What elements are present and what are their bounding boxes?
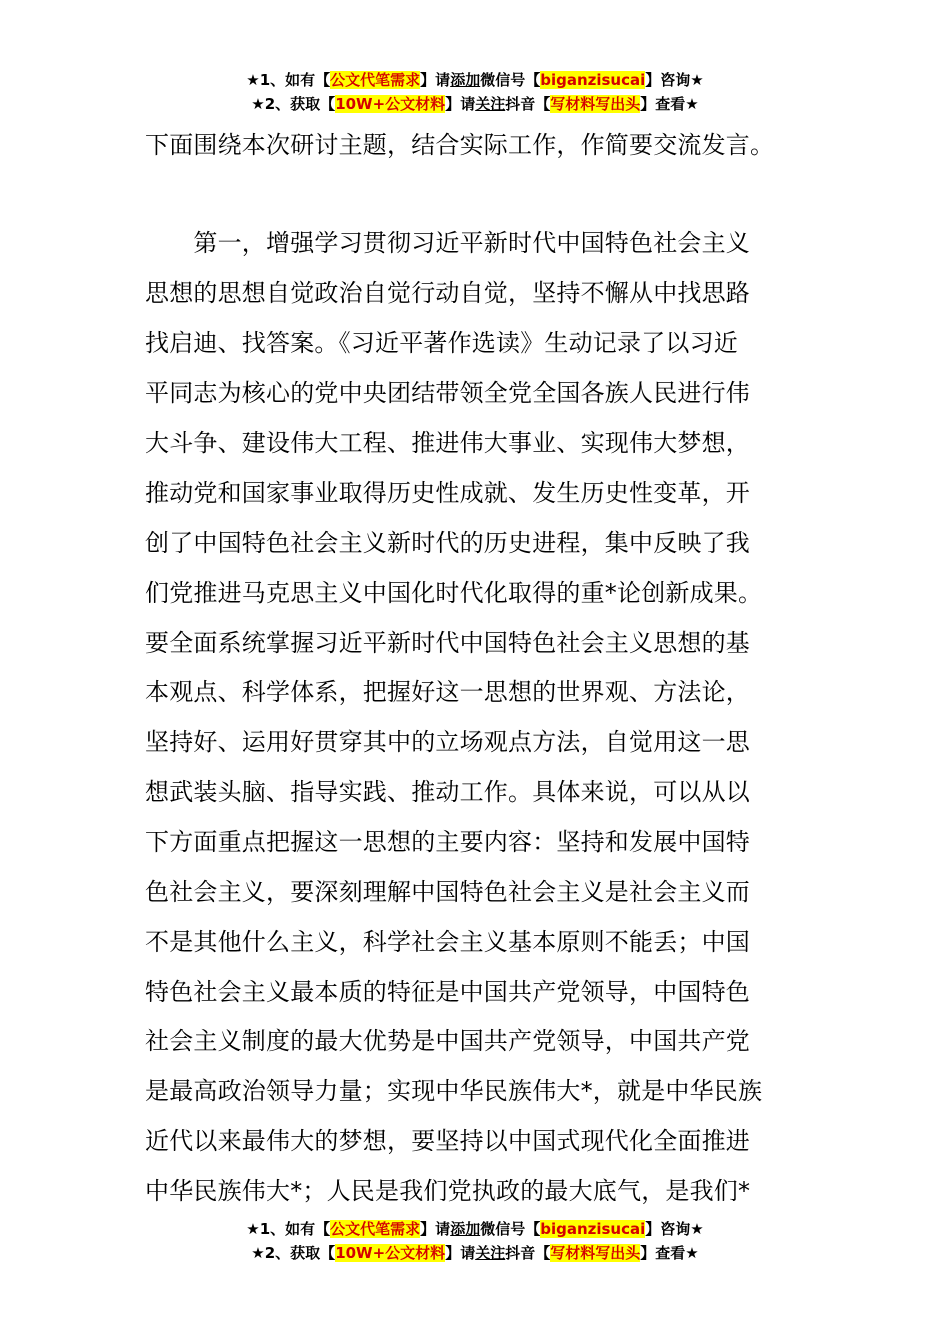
body-line: 特色社会主义最本质的特征是中国共产党领导，中国特色 — [145, 978, 750, 1006]
banner-line-1: ★1、如有【公文代笔需求】请添加微信号【biganzisucai】咨询★ — [246, 1220, 704, 1238]
highlight-wechat-id: biganzisucai — [540, 1220, 646, 1238]
banner-line-2: ★2、获取【10W+公文材料】请关注抖音【写材料写出头】查看★ — [251, 95, 699, 113]
highlight-ghostwriting: 公文代笔需求 — [330, 71, 421, 89]
banner-line-1: ★1、如有【公文代笔需求】请添加微信号【biganzisucai】咨询★ — [246, 71, 704, 89]
body-line: 创了中国特色社会主义新时代的历史进程，集中反映了我 — [145, 529, 750, 557]
body-line: 不是其他什么主义，科学社会主义基本原则不能丢；中国 — [145, 928, 750, 956]
body-line: 本观点、科学体系，把握好这一思想的世界观、方法论， — [145, 678, 750, 706]
body-line: 近代以来最伟大的梦想，要坚持以中国式现代化全面推进 — [145, 1127, 750, 1155]
body-line: 平同志为核心的党中央团结带领全党全国各族人民进行伟 — [145, 379, 750, 407]
footer-banner — [0, 1217, 950, 1265]
body-line: 找启迪、找答案。《习近平著作选读》生动记录了以习近 — [145, 329, 738, 357]
body-line: 下方面重点把握这一思想的主要内容：坚持和发展中国特 — [145, 828, 750, 856]
banner-line-2: ★2、获取【10W+公文材料】请关注抖音【写材料写出头】查看★ — [251, 1244, 699, 1262]
body-line: 第一，增强学习贯彻习近平新时代中国特色社会主义 — [145, 229, 750, 257]
header-banner — [0, 68, 950, 116]
body-line: 们党推进马克思主义中国化时代化取得的重*论创新成果。 — [145, 579, 763, 607]
body-line: 想武装头脑、指导实践、推动工作。具体来说，可以从以 — [145, 778, 750, 806]
body-line: 要全面系统掌握习近平新时代中国特色社会主义思想的基 — [145, 629, 750, 657]
body-line: 是最高政治领导力量；实现中华民族伟大*，就是中华民族 — [145, 1077, 763, 1105]
highlight-materials: 10W+公文材料 — [335, 1244, 446, 1262]
body-line: 思想的思想自觉政治自觉行动自觉，坚持不懈从中找思路 — [145, 279, 750, 307]
body-line: 坚持好、运用好贯穿其中的立场观点方法，自觉用这一思 — [145, 728, 750, 756]
highlight-douyin-account: 写材料写出头 — [550, 95, 641, 113]
highlight-wechat-id: biganzisucai — [540, 71, 646, 89]
body-line: 大斗争、建设伟大工程、推进伟大事业、实现伟大梦想， — [145, 429, 750, 457]
body-line: 中华民族伟大*；人民是我们党执政的最大底气，是我们* — [145, 1177, 751, 1205]
body-line: 推动党和国家事业取得历史性成就、发生历史性变革，开 — [145, 479, 750, 507]
highlight-ghostwriting: 公文代笔需求 — [330, 1220, 421, 1238]
body-line: 色社会主义，要深刻理解中国特色社会主义是社会主义而 — [145, 878, 750, 906]
highlight-douyin-account: 写材料写出头 — [550, 1244, 641, 1262]
body-line: 社会主义制度的最大优势是中国共产党领导，中国共产党 — [145, 1027, 750, 1055]
highlight-materials: 10W+公文材料 — [335, 95, 446, 113]
body-line: 下面围绕本次研讨主题，结合实际工作，作简要交流发言。 — [145, 131, 775, 159]
